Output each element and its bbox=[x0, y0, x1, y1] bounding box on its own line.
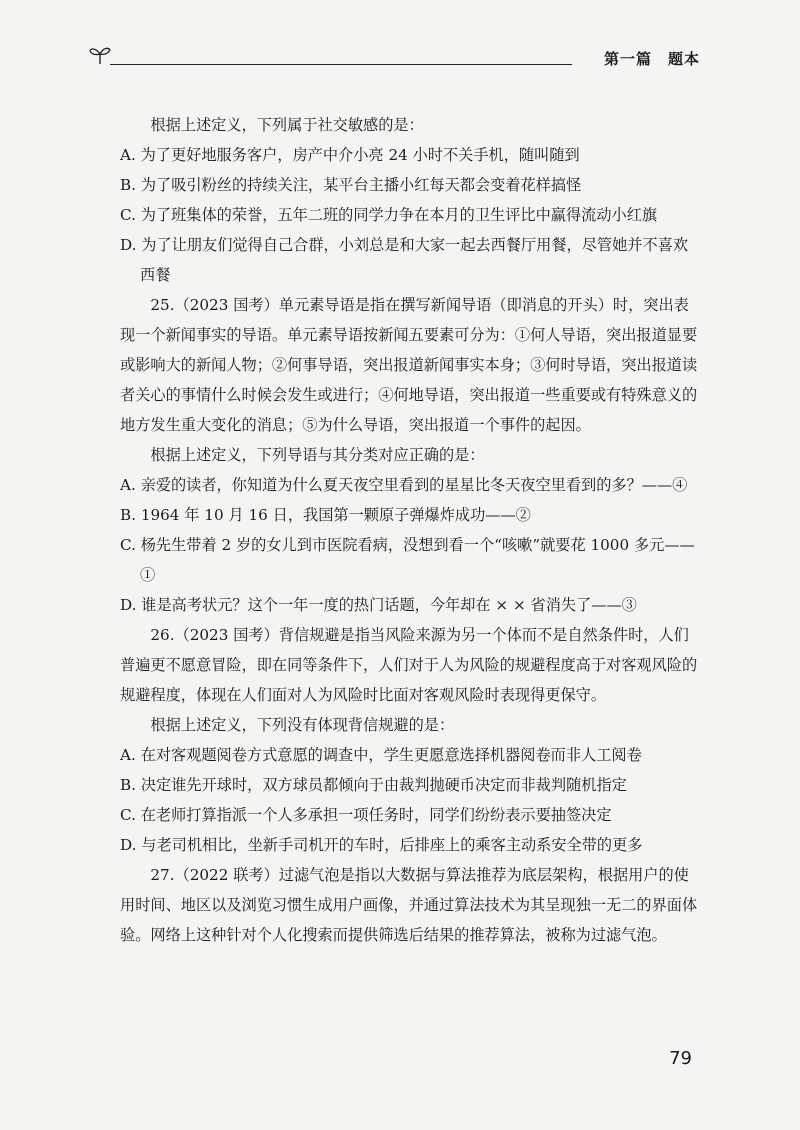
q25-stem: 根据上述定义，下列导语与其分类对应正确的是： bbox=[150, 446, 485, 464]
header-rule bbox=[110, 64, 572, 65]
q24-stem: 根据上述定义，下列属于社交敏感的是： bbox=[150, 116, 424, 134]
section-title: 第一篇 题本 bbox=[603, 50, 700, 68]
q25-option-c: C. 杨先生带着 2 岁的女儿到市医院看病，没想到看一个“咳嗽”就要花 1000 多元——① bbox=[120, 536, 695, 584]
q26-stem: 根据上述定义，下列没有体现背信规避的是： bbox=[150, 716, 455, 734]
q26-text: 26.（2023 国考）背信规避是指当风险来源为另一个体而不是自然条件时，人们普遍更不愿意冒险，即在同等条件下，人们对于人为风险的规避程度高于对客观风险的规避程度，体现在人们面对人为风险时比面对客观风险时表现得更保守。 bbox=[120, 626, 698, 704]
page-header bbox=[88, 40, 700, 70]
q25-text: 25.（2023 国考）单元素导语是指在撰写新闻导语（即消息的开头）时，突出表现一个新闻事实的导语。单元素导语按新闻五要素可分为：①何人导语，突出报道显要或影响大的新闻人物；②何事导语，突出报道新闻事实本身；③何时导语，突出报道读者关心的事情什么时候会发生或进行；④何地导语，突出报道一些重要或有特殊意义的地方发生重大变化的消息；⑤为什么导语，突出报道一个事件的起因。 bbox=[120, 296, 698, 434]
page-content bbox=[120, 110, 700, 950]
q24-option-d: D. 为了让朋友们觉得自己合群，小刘总是和大家一起去西餐厅用餐，尽管她并不喜欢西餐 bbox=[120, 236, 689, 284]
q27-text: 27.（2022 联考）过滤气泡是指以大数据与算法推荐为底层架构，根据用户的使用时间、地区以及浏览习惯生成用户画像，并通过算法技术为其呈现独一无二的界面体验。网络上这种针对个人化搜索而提供筛选后结果的推荐算法，被称为过滤气泡。 bbox=[120, 866, 698, 944]
q25-option-b: B. 1964 年 10 月 16 日，我国第一颗原子弹爆炸成功——② bbox=[120, 506, 531, 524]
q26-option-c: C. 在老师打算指派一个人多承担一项任务时，同学们纷纷表示要抽签决定 bbox=[120, 806, 612, 824]
q24-option-b: B. 为了吸引粉丝的持续关注，某平台主播小红每天都会变着花样搞怪 bbox=[120, 176, 582, 194]
q26-option-a: A. 在对客观题阅卷方式意愿的调查中，学生更愿意选择机器阅卷而非人工阅卷 bbox=[120, 746, 642, 764]
q24-option-a: A. 为了更好地服务客户，房产中介小亮 24 小时不关手机，随叫随到 bbox=[120, 146, 580, 164]
q24-option-c: C. 为了班集体的荣誉，五年二班的同学力争在本月的卫生评比中赢得流动小红旗 bbox=[120, 206, 658, 224]
sprout-icon bbox=[88, 44, 112, 66]
q26-option-d: D. 与老司机相比，坐新手司机开的车时，后排座上的乘客主动系安全带的更多 bbox=[120, 836, 643, 854]
q25-option-a: A. 亲爱的读者，你知道为什么夏天夜空里看到的星星比冬天夜空里看到的多？——④ bbox=[120, 476, 688, 494]
page-number: 79 bbox=[669, 1048, 692, 1069]
q26-option-b: B. 决定谁先开球时，双方球员都倾向于由裁判抛硬币决定而非裁判随机指定 bbox=[120, 776, 627, 794]
q25-option-d: D. 谁是高考状元？这个一年一度的热门话题，今年却在 × × 省消失了——③ bbox=[120, 596, 637, 614]
